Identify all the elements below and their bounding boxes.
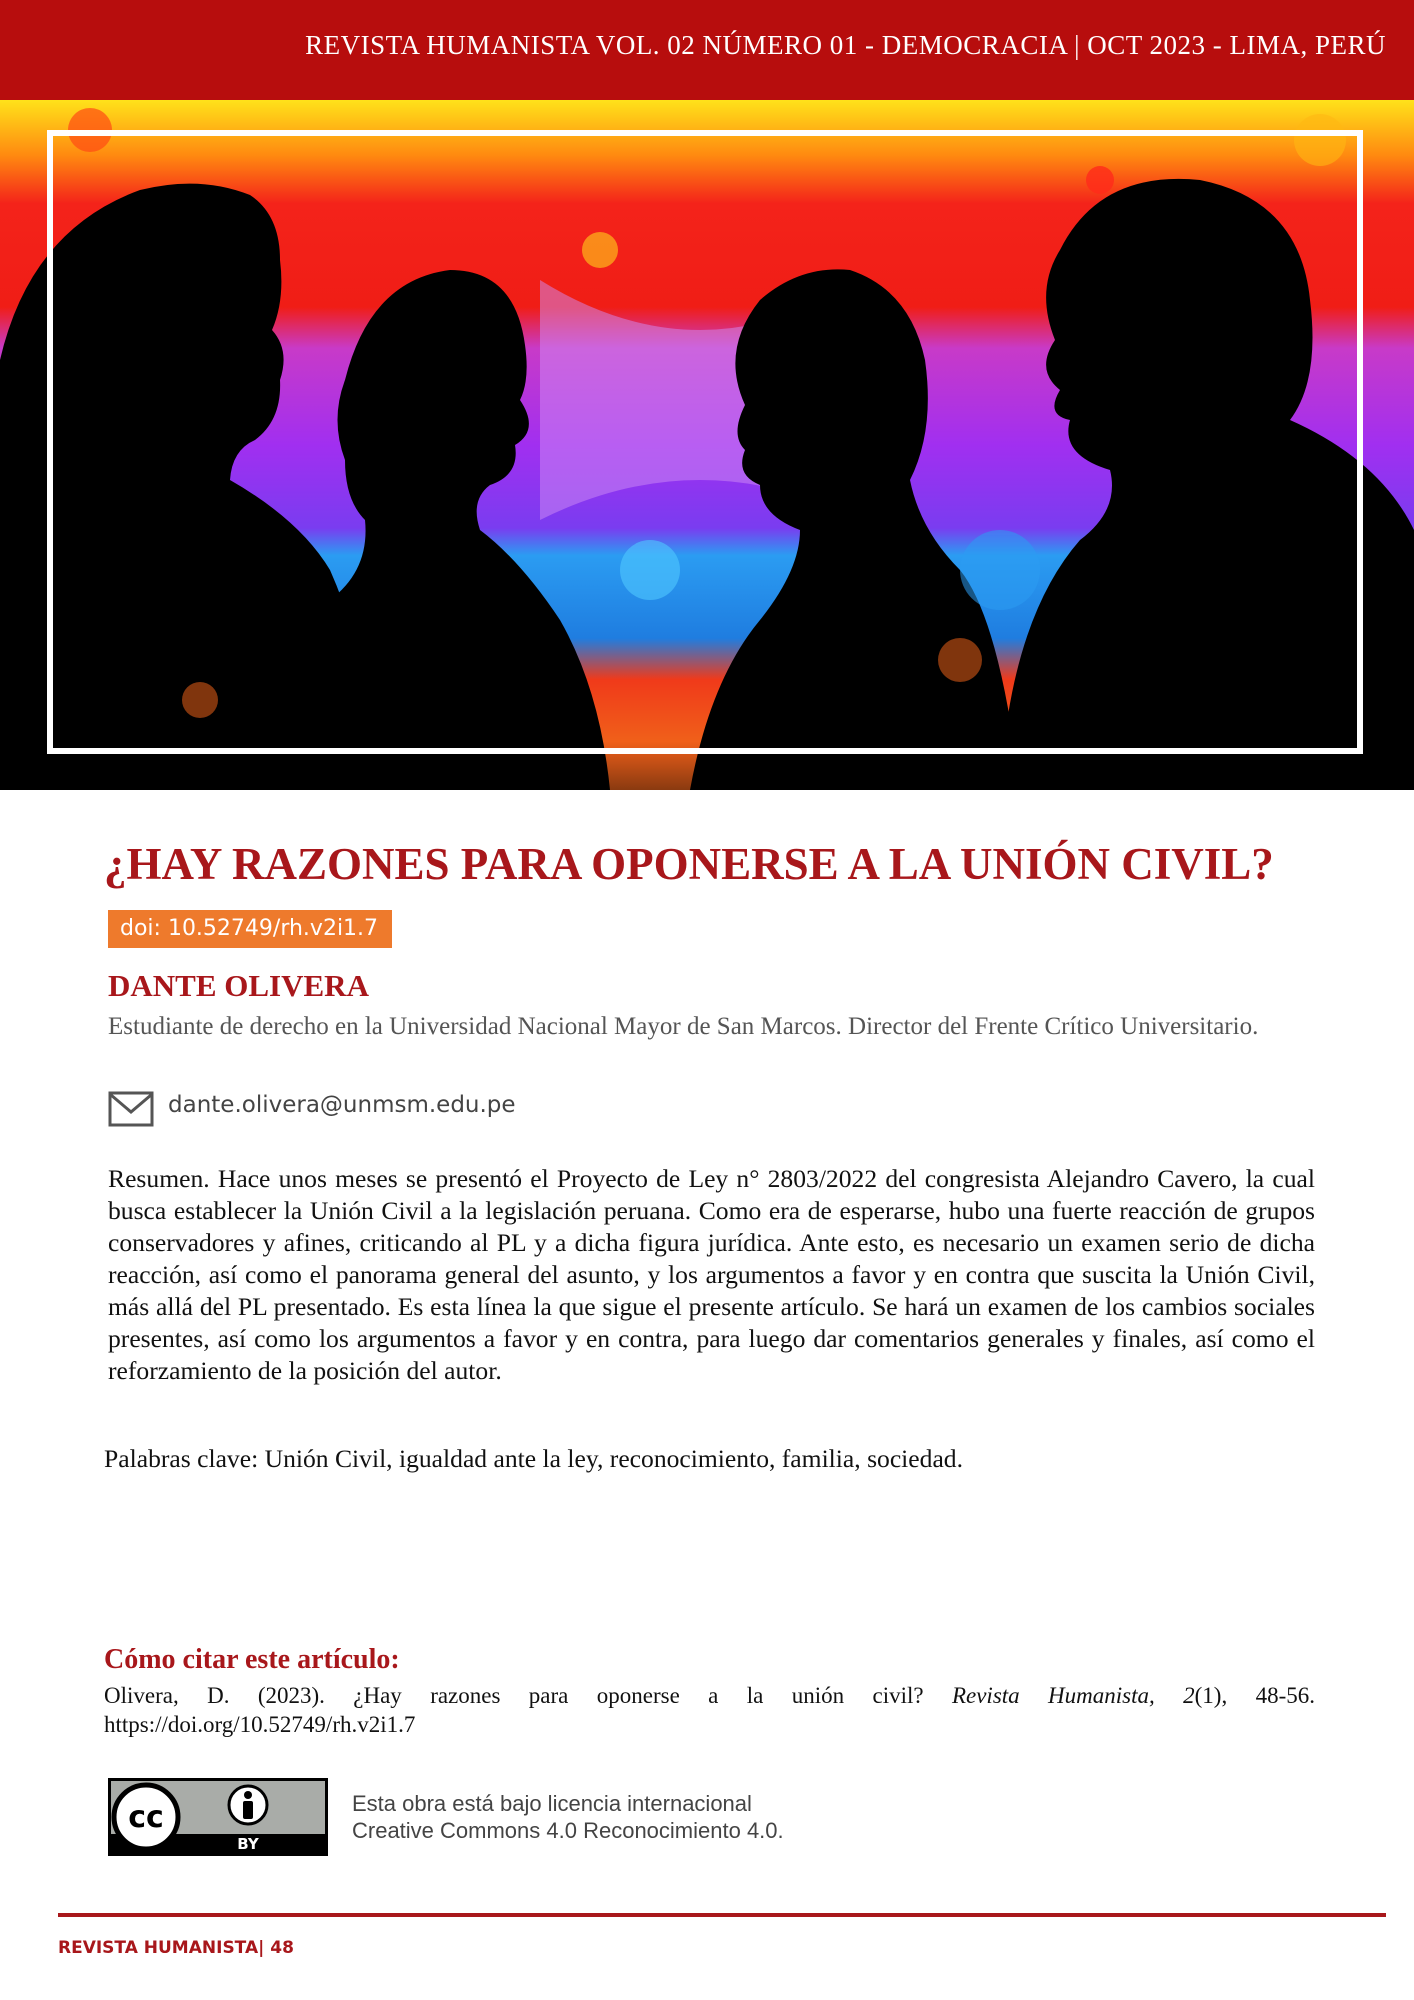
header-bar — [0, 0, 1414, 100]
citation-heading: Cómo citar este artículo: — [104, 1644, 400, 1675]
envelope-icon — [108, 1090, 154, 1128]
abstract: Resumen. Hace unos meses se presentó el Proyecto de Ley n° 2803/2022 del congresista Alejandro Cavero, la cual busca establecer la Unión Civil a la legislación peruana. Como era de esperarse, hubo una fuerte reacción de grupos conservadores y afines, criticando al PL y a dicha figura jurídica. Ante esto, es necesario un examen serio de dicha reacción, así como el panorama general del asunto, y los argumentos a favor y en contra que suscita la Unión Civil, más allá del PL presentado. Es esta línea la que sigue el presente artículo. Se hará un examen de los cambios sociales presentes, así como los argumentos a favor y en contra, para luego dar comentarios generales y finales, así como el reforzamiento de la posición del autor. — [108, 1164, 1315, 1385]
by-label: BY — [237, 1835, 259, 1853]
image-frame — [47, 130, 1363, 754]
running-title: REVISTA HUMANISTA VOL. 02 NÚMERO 01 - DEMOCRACIA | OCT 2023 - LIMA, PERÚ — [305, 30, 1386, 60]
keywords: Palabras clave: Unión Civil, igualdad ante la ley, reconocimiento, familia, sociedad. — [104, 1444, 964, 1473]
cc-label: cc — [128, 1800, 164, 1835]
license-line-2[interactable]: Creative Commons 4.0 Reconocimiento 4.0. — [352, 1818, 784, 1843]
citation-text — [104, 1681, 1315, 1739]
author-name: DANTE OLIVERA — [108, 968, 369, 1003]
cc-by-license-badge[interactable] — [108, 1778, 328, 1856]
author-affiliation: Estudiante de derecho en la Universidad Nacional Mayor de San Marcos. Director del Frente Crítico Universitario. — [108, 1013, 1259, 1040]
citation-volume: 2 — [1183, 1683, 1195, 1708]
citation-pages-doi[interactable]: (1), 48-56. https://doi.org/10.52749/rh.v2i1.7 — [104, 1683, 1315, 1737]
citation-authors: Olivera, D. (2023). ¿Hay razones para oponerse a la unión civil? — [104, 1683, 952, 1708]
author-email[interactable]: dante.olivera@unmsm.edu.pe — [168, 1092, 516, 1118]
footer-page-label: REVISTA HUMANISTA| 48 — [58, 1938, 294, 1958]
citation-journal: Revista Humanista, — [951, 1683, 1155, 1708]
license-statement — [352, 1790, 784, 1844]
doi-badge[interactable]: doi: 10.52749/rh.v2i1.7 — [108, 910, 392, 948]
citation-space — [1155, 1683, 1183, 1708]
article-title: ¿HAY RAZONES PARA OPONERSE A LA UNIÓN CIVIL? — [104, 839, 1274, 889]
attribution-person-icon — [229, 1786, 267, 1824]
footer-divider — [58, 1913, 1386, 1917]
license-line-1: Esta obra está bajo licencia internacional — [352, 1791, 752, 1816]
cover-illustration — [0, 100, 1414, 790]
